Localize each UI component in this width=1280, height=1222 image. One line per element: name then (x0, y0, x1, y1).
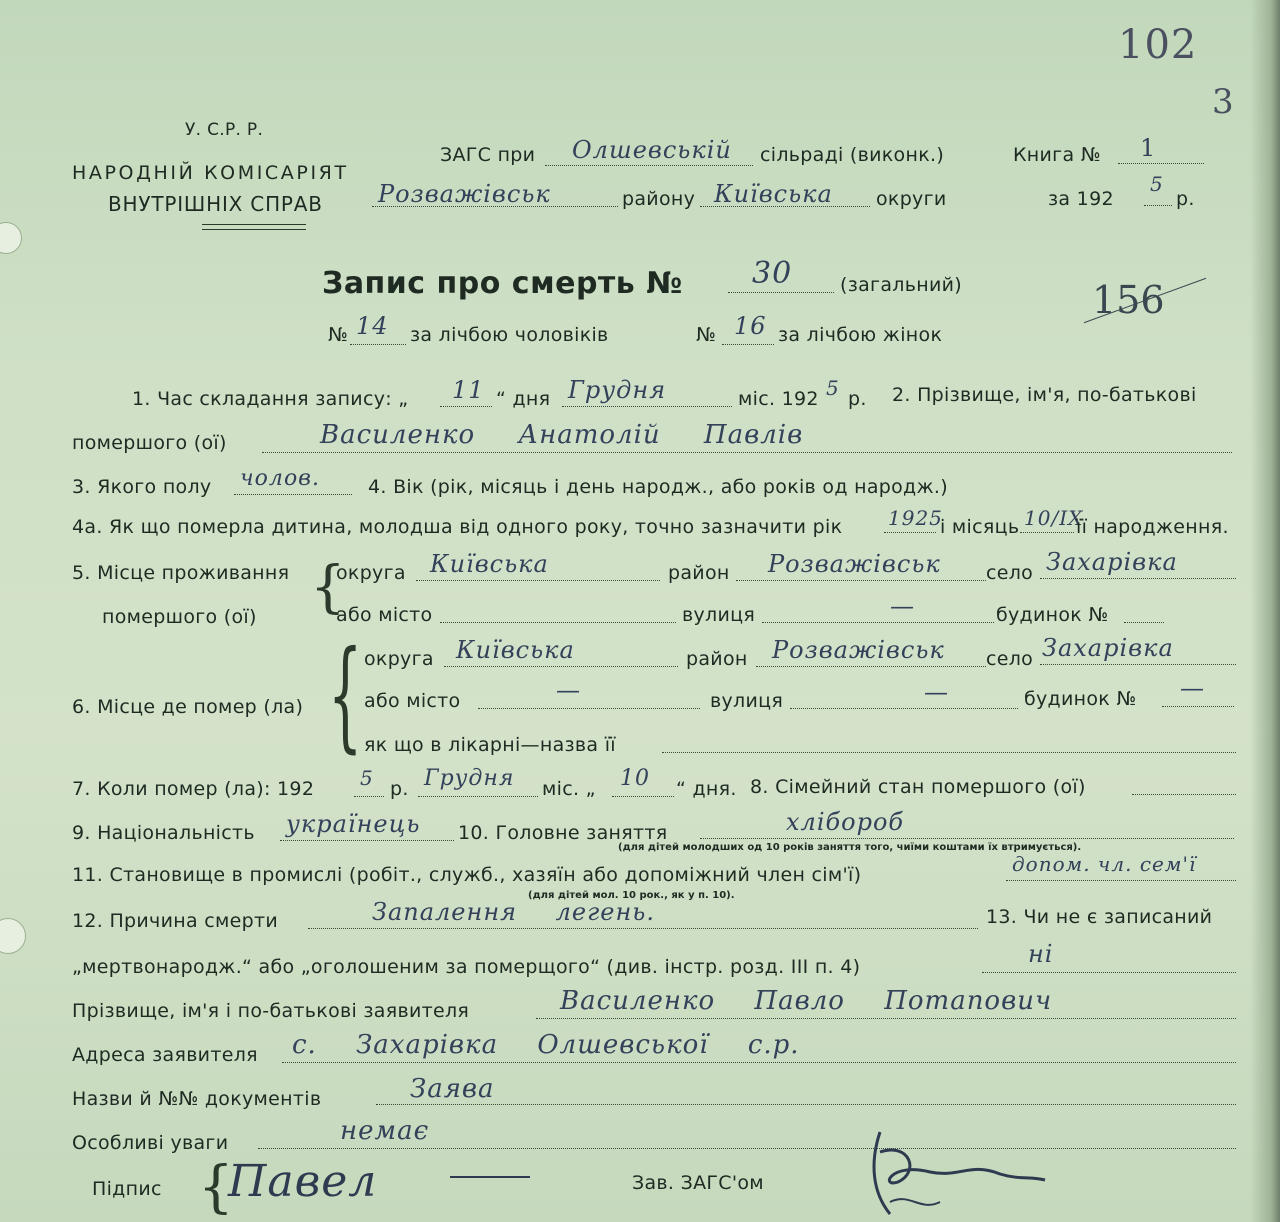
f5-label2: помершого (ої) (102, 606, 257, 628)
signature-stroke (450, 1176, 530, 1178)
dotted-line (790, 708, 1018, 709)
dotted-line (1006, 880, 1236, 881)
f6-likarnia-label: як що в лікарні—назва її (364, 734, 616, 756)
f7-month-prefix: р. (390, 778, 409, 800)
f2-label: 2. Прізвище, ім'я, по-батькові (892, 384, 1197, 406)
f4a-month-label: і місяць (940, 516, 1020, 538)
republic-abbr: У. С.Р. Р. (185, 120, 264, 140)
record-number: 30 (752, 256, 793, 291)
f6-okrug: Київська (456, 636, 575, 664)
dotted-line (700, 206, 870, 207)
dotted-line (545, 165, 753, 166)
dotted-line (884, 532, 936, 533)
dotted-line (280, 840, 454, 841)
brace: { (310, 555, 346, 620)
record-suffix: (загальний) (840, 274, 962, 296)
dotted-line (722, 344, 774, 345)
f4a-label: 4а. Як що померла дитина, молодша від одного року, точно зазначити рік (72, 516, 843, 538)
declarant-label: Прізвище, ім'я і по-батькові заявителя (72, 1000, 470, 1022)
dotted-line (440, 622, 676, 623)
year-value: 5 (1150, 172, 1164, 196)
village-council-suffix: сільраді (виконк.) (760, 144, 945, 166)
f7-day-suffix: “ дня. (676, 778, 737, 800)
women-value: 16 (734, 312, 767, 340)
f7-month: Грудня (424, 766, 515, 791)
f6-vulytsia-label: вулиця (710, 690, 784, 712)
f1-year-prefix: міс. 192 (738, 388, 819, 410)
year-suffix: р. (1176, 188, 1195, 210)
f4-label: 4. Вік (рік, місяць і день народж., або років од народж.) (368, 476, 948, 498)
ministry-line2: ВНУТРІШНІХ СПРАВ (108, 192, 323, 216)
stamp-number: 156 (1092, 278, 1165, 322)
record-title: Запис про смерть № (322, 266, 683, 301)
f7-day: 10 (620, 766, 650, 791)
f6-budynok: — (1180, 674, 1205, 702)
okrug-suffix: округи (876, 188, 947, 210)
docs-value: Заява (410, 1074, 495, 1104)
address-value: с. Захарівка Олшевської с.р. (292, 1030, 800, 1060)
f3-value: чолов. (240, 466, 320, 491)
dotted-line (258, 1148, 1236, 1149)
dotted-line (612, 796, 674, 797)
f6-misto: — (556, 676, 581, 704)
dotted-line (536, 1018, 1236, 1019)
dotted-line (354, 796, 384, 797)
f1-day-suffix: “ дня (496, 388, 551, 410)
year-prefix: за 192 (1048, 188, 1114, 210)
f1-year: 5 (826, 376, 840, 400)
dotted-line (1144, 205, 1172, 206)
f4a-suffix: її народження. (1076, 516, 1229, 538)
f5-selo-label: село (986, 562, 1034, 584)
head-signature (850, 1122, 1050, 1222)
f13-label2: „мертвонародж.“ або „оголошеним за померщого“ (див. інстр. розд. III п. 4) (72, 956, 861, 978)
f6-selo-label: село (986, 648, 1034, 670)
dotted-line (756, 666, 986, 667)
dotted-line (1118, 163, 1204, 164)
dotted-line (478, 708, 700, 709)
f6-raion: Розважівськ (772, 636, 945, 664)
dotted-line (1124, 622, 1164, 623)
women-prefix: № (696, 324, 717, 346)
zags-prefix: ЗАГС при (440, 144, 536, 166)
f2-label2: помершого (ої) (72, 432, 227, 454)
dotted-line (444, 666, 678, 667)
f6-vulytsia: — (924, 678, 949, 706)
f4a-month: 10/IX (1024, 506, 1084, 530)
dotted-line (1040, 578, 1236, 579)
f4a-year: 1925 (888, 506, 943, 530)
f6-budynok-label: будинок № (1024, 688, 1137, 710)
book-value: 1 (1140, 134, 1157, 162)
dotted-line (1020, 532, 1074, 533)
district-value: Розважівськ (378, 180, 551, 208)
f5-vulytsia: — (890, 592, 915, 620)
f1-day: 11 (452, 376, 485, 404)
f5-vulytsia-label: вулиця (682, 604, 756, 626)
signature-value: Павел (228, 1156, 378, 1207)
paper-edge-shadow (1250, 0, 1280, 1222)
f11-note: (для дітей мол. 10 рок., як у п. 10). (528, 890, 735, 901)
dotted-line (440, 406, 492, 407)
dotted-line (700, 838, 1234, 839)
notes-label: Особливі уваги (72, 1132, 229, 1154)
address-label: Адреса заявителя (72, 1044, 258, 1066)
archive-mark: 3 (1212, 82, 1235, 122)
dotted-line (1162, 706, 1234, 707)
men-suffix: за лічбою чоловіків (410, 324, 609, 346)
f1-year-suffix: р. (848, 388, 867, 410)
f10-note: (для дітей молодших од 10 років заняття того, чиїми коштами їх втримується). (618, 842, 1082, 853)
dotted-line (736, 580, 986, 581)
dotted-line (662, 752, 1236, 753)
book-label: Книга № (1013, 144, 1101, 166)
district-suffix: району (622, 188, 696, 210)
punch-hole (0, 918, 26, 954)
women-suffix: за лічбою жінок (778, 324, 943, 346)
f10-value: хлібороб (786, 808, 905, 836)
notes-value: немає (340, 1116, 430, 1146)
dotted-line (982, 972, 1236, 973)
dotted-line (418, 796, 538, 797)
f7-day-prefix: міс. „ (542, 778, 596, 800)
divider (202, 229, 306, 230)
dotted-line (376, 1104, 1236, 1105)
dotted-line (728, 292, 834, 293)
archive-number: 102 (1118, 22, 1198, 68)
f6-misto-label: або місто (364, 690, 461, 712)
dotted-line (416, 580, 660, 581)
f10-label: 10. Головне заняття (458, 822, 668, 844)
f9-label: 9. Національність (72, 822, 255, 844)
f11-label: 11. Становище в промислі (робіт., служб., хазяїн або допоміжний член сім'ї) (72, 864, 862, 886)
f12-label: 12. Причина смерти (72, 910, 278, 932)
men-prefix: № (328, 324, 349, 346)
f13-value: ні (1028, 940, 1054, 968)
f8-label: 8. Сімейний стан помершого (ої) (750, 776, 1086, 798)
f5-okrug-label: округа (336, 562, 406, 584)
f2-value: Василенко Анатолій Павлів (320, 420, 804, 450)
f5-selo: Захарівка (1046, 548, 1178, 576)
f6-raion-label: район (686, 648, 748, 670)
f6-selo: Захарівка (1042, 634, 1174, 662)
dotted-line (1132, 794, 1236, 795)
f7-label: 7. Коли помер (ла): 192 (72, 778, 315, 800)
punch-hole (0, 222, 22, 254)
dotted-line (1040, 664, 1236, 665)
f5-budynok-label: будинок № (996, 604, 1109, 626)
dotted-line (234, 494, 352, 495)
f13-label: 13. Чи не є записаний (986, 906, 1213, 928)
f5-misto-label: або місто (336, 604, 433, 626)
f5-raion: Розважівськ (768, 550, 941, 578)
f12-value: Запалення легень. (372, 898, 655, 926)
dotted-line (762, 622, 994, 623)
docs-label: Назви й №№ документів (72, 1088, 322, 1110)
okrug-value: Київська (714, 180, 833, 208)
f5-raion-label: район (668, 562, 730, 584)
dotted-line (308, 928, 978, 929)
f6-okrug-label: округа (364, 648, 434, 670)
men-value: 14 (356, 312, 389, 340)
dotted-line (262, 452, 1232, 453)
f6-label: 6. Місце де помер (ла) (72, 696, 304, 718)
brace: { (198, 1155, 234, 1220)
f1-month: Грудня (568, 376, 667, 404)
f1-label: 1. Час складання запису: „ (132, 388, 409, 410)
head-label: Зав. ЗАГС'ом (632, 1172, 764, 1194)
dotted-line (350, 344, 406, 345)
divider (202, 224, 306, 225)
ministry-line1: НАРОДНІЙ КОМІСАРІЯТ (72, 162, 349, 184)
f7-year: 5 (360, 766, 374, 790)
f11-value: допом. чл. сем'ї (1012, 852, 1197, 876)
brace: { (328, 626, 363, 765)
f9-value: українець (286, 810, 421, 838)
f3-label: 3. Якого полу (72, 476, 212, 498)
f5-okrug: Київська (430, 550, 549, 578)
dotted-line (372, 206, 618, 207)
village-council-value: Олшевській (572, 136, 732, 164)
dotted-line (282, 1062, 1236, 1063)
dotted-line (562, 406, 732, 407)
f5-label1: 5. Місце проживання (72, 562, 290, 584)
declarant-value: Василенко Павло Потапович (560, 986, 1053, 1016)
signature-label: Підпис (92, 1178, 162, 1200)
